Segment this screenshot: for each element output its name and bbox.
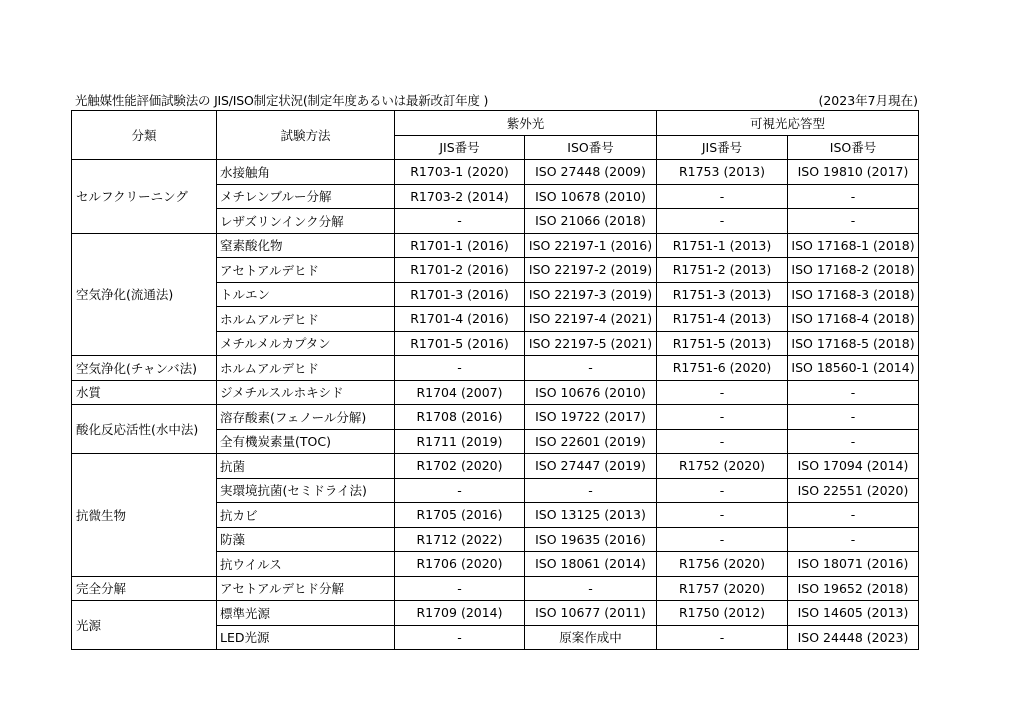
method-cell: 抗菌: [217, 454, 395, 479]
uv-jis-cell: R1711 (2019): [395, 429, 525, 454]
uv-iso-cell: ISO 10676 (2010): [525, 380, 657, 405]
visible-jis-cell: R1751-2 (2013): [657, 258, 788, 283]
method-cell: 水接触角: [217, 160, 395, 185]
visible-iso-cell: -: [788, 405, 919, 430]
uv-jis-cell: -: [395, 625, 525, 650]
visible-iso-cell: ISO 17168-2 (2018): [788, 258, 919, 283]
table-row: [72, 380, 919, 405]
uv-jis-cell: R1709 (2014): [395, 601, 525, 626]
uv-jis-cell: R1701-1 (2016): [395, 233, 525, 258]
visible-iso-cell: ISO 17094 (2014): [788, 454, 919, 479]
visible-iso-cell: -: [788, 503, 919, 528]
category-cell: 空気浄化(流通法): [72, 233, 217, 356]
method-cell: ジメチルスルホキシド: [217, 380, 395, 405]
table-row: [72, 160, 919, 185]
visible-jis-cell: -: [657, 429, 788, 454]
header-uv: 紫外光: [395, 111, 657, 136]
category-cell: 水質: [72, 380, 217, 405]
header-category: 分類: [72, 111, 217, 160]
uv-iso-cell: ISO 19635 (2016): [525, 527, 657, 552]
uv-jis-cell: -: [395, 209, 525, 234]
uv-iso-cell: ISO 22197-3 (2019): [525, 282, 657, 307]
uv-jis-cell: -: [395, 356, 525, 381]
table-row: [72, 233, 919, 258]
uv-iso-cell: ISO 27448 (2009): [525, 160, 657, 185]
table-row: [72, 601, 919, 626]
table-caption: 光触媒性能評価試験法の JIS/ISO制定状況(制定年度あるいは最新改訂年度 ): [75, 93, 489, 108]
header-method: 試験方法: [217, 111, 395, 160]
uv-jis-cell: R1702 (2020): [395, 454, 525, 479]
status-date: (2023年7月現在): [818, 93, 918, 108]
category-cell: 空気浄化(チャンバ法): [72, 356, 217, 381]
visible-iso-cell: -: [788, 209, 919, 234]
visible-iso-cell: -: [788, 380, 919, 405]
uv-iso-cell: -: [525, 576, 657, 601]
uv-iso-cell: ISO 18061 (2014): [525, 552, 657, 577]
visible-jis-cell: R1751-6 (2020): [657, 356, 788, 381]
header-uv-jis: JIS番号: [395, 135, 525, 160]
visible-jis-cell: R1751-4 (2013): [657, 307, 788, 332]
visible-jis-cell: R1751-5 (2013): [657, 331, 788, 356]
visible-iso-cell: ISO 18560-1 (2014): [788, 356, 919, 381]
visible-iso-cell: ISO 24448 (2023): [788, 625, 919, 650]
header-uv-iso: ISO番号: [525, 135, 657, 160]
visible-jis-cell: -: [657, 503, 788, 528]
visible-jis-cell: -: [657, 527, 788, 552]
visible-iso-cell: ISO 19810 (2017): [788, 160, 919, 185]
uv-iso-cell: ISO 22197-1 (2016): [525, 233, 657, 258]
method-cell: 全有機炭素量(TOC): [217, 429, 395, 454]
uv-jis-cell: R1701-5 (2016): [395, 331, 525, 356]
method-cell: 実環境抗菌(セミドライ法): [217, 478, 395, 503]
visible-jis-cell: -: [657, 380, 788, 405]
method-cell: 抗カビ: [217, 503, 395, 528]
uv-jis-cell: R1708 (2016): [395, 405, 525, 430]
visible-iso-cell: -: [788, 429, 919, 454]
visible-jis-cell: -: [657, 405, 788, 430]
method-cell: ホルムアルデヒド: [217, 307, 395, 332]
uv-jis-cell: -: [395, 576, 525, 601]
visible-jis-cell: R1751-3 (2013): [657, 282, 788, 307]
uv-jis-cell: R1712 (2022): [395, 527, 525, 552]
uv-jis-cell: R1701-2 (2016): [395, 258, 525, 283]
standards-table: [71, 110, 919, 650]
uv-iso-cell: ISO 19722 (2017): [525, 405, 657, 430]
visible-jis-cell: -: [657, 184, 788, 209]
uv-jis-cell: R1701-4 (2016): [395, 307, 525, 332]
header-visible-jis: JIS番号: [657, 135, 788, 160]
uv-jis-cell: R1705 (2016): [395, 503, 525, 528]
method-cell: メチレンブルー分解: [217, 184, 395, 209]
method-cell: 抗ウイルス: [217, 552, 395, 577]
method-cell: ホルムアルデヒド: [217, 356, 395, 381]
uv-iso-cell: ISO 13125 (2013): [525, 503, 657, 528]
method-cell: アセトアルデヒド分解: [217, 576, 395, 601]
visible-jis-cell: R1751-1 (2013): [657, 233, 788, 258]
uv-iso-cell: -: [525, 356, 657, 381]
method-cell: アセトアルデヒド: [217, 258, 395, 283]
uv-jis-cell: -: [395, 478, 525, 503]
uv-iso-cell: ISO 10678 (2010): [525, 184, 657, 209]
table-row: [72, 576, 919, 601]
visible-jis-cell: R1752 (2020): [657, 454, 788, 479]
uv-jis-cell: R1704 (2007): [395, 380, 525, 405]
visible-iso-cell: ISO 18071 (2016): [788, 552, 919, 577]
visible-iso-cell: ISO 22551 (2020): [788, 478, 919, 503]
method-cell: LED光源: [217, 625, 395, 650]
uv-iso-cell: ISO 22197-5 (2021): [525, 331, 657, 356]
visible-jis-cell: R1750 (2012): [657, 601, 788, 626]
visible-iso-cell: ISO 17168-3 (2018): [788, 282, 919, 307]
visible-iso-cell: ISO 17168-4 (2018): [788, 307, 919, 332]
uv-iso-cell: 原案作成中: [525, 625, 657, 650]
table-body: [72, 160, 919, 650]
visible-iso-cell: ISO 17168-1 (2018): [788, 233, 919, 258]
visible-iso-cell: ISO 19652 (2018): [788, 576, 919, 601]
method-cell: トルエン: [217, 282, 395, 307]
visible-iso-cell: ISO 14605 (2013): [788, 601, 919, 626]
method-cell: 溶存酸素(フェノール分解): [217, 405, 395, 430]
category-cell: 抗微生物: [72, 454, 217, 577]
category-cell: 酸化反応活性(水中法): [72, 405, 217, 454]
uv-iso-cell: ISO 22601 (2019): [525, 429, 657, 454]
uv-iso-cell: ISO 22197-4 (2021): [525, 307, 657, 332]
method-cell: 窒素酸化物: [217, 233, 395, 258]
table-row: [72, 454, 919, 479]
uv-iso-cell: -: [525, 478, 657, 503]
category-cell: 光源: [72, 601, 217, 650]
category-cell: 完全分解: [72, 576, 217, 601]
visible-iso-cell: -: [788, 527, 919, 552]
visible-iso-cell: ISO 17168-5 (2018): [788, 331, 919, 356]
visible-jis-cell: -: [657, 625, 788, 650]
method-cell: メチルメルカプタン: [217, 331, 395, 356]
uv-iso-cell: ISO 21066 (2018): [525, 209, 657, 234]
uv-jis-cell: R1703-2 (2014): [395, 184, 525, 209]
method-cell: 標準光源: [217, 601, 395, 626]
uv-jis-cell: R1703-1 (2020): [395, 160, 525, 185]
uv-iso-cell: ISO 22197-2 (2019): [525, 258, 657, 283]
table-row: [72, 356, 919, 381]
header-visible: 可視光応答型: [657, 111, 919, 136]
uv-iso-cell: ISO 27447 (2019): [525, 454, 657, 479]
header-visible-iso: ISO番号: [788, 135, 919, 160]
visible-jis-cell: -: [657, 478, 788, 503]
uv-iso-cell: ISO 10677 (2011): [525, 601, 657, 626]
uv-jis-cell: R1706 (2020): [395, 552, 525, 577]
table-row: [72, 405, 919, 430]
visible-jis-cell: R1756 (2020): [657, 552, 788, 577]
visible-jis-cell: -: [657, 209, 788, 234]
visible-jis-cell: R1753 (2013): [657, 160, 788, 185]
visible-jis-cell: R1757 (2020): [657, 576, 788, 601]
method-cell: 防藻: [217, 527, 395, 552]
uv-jis-cell: R1701-3 (2016): [395, 282, 525, 307]
visible-iso-cell: -: [788, 184, 919, 209]
method-cell: レザズリンインク分解: [217, 209, 395, 234]
category-cell: セルフクリーニング: [72, 160, 217, 234]
